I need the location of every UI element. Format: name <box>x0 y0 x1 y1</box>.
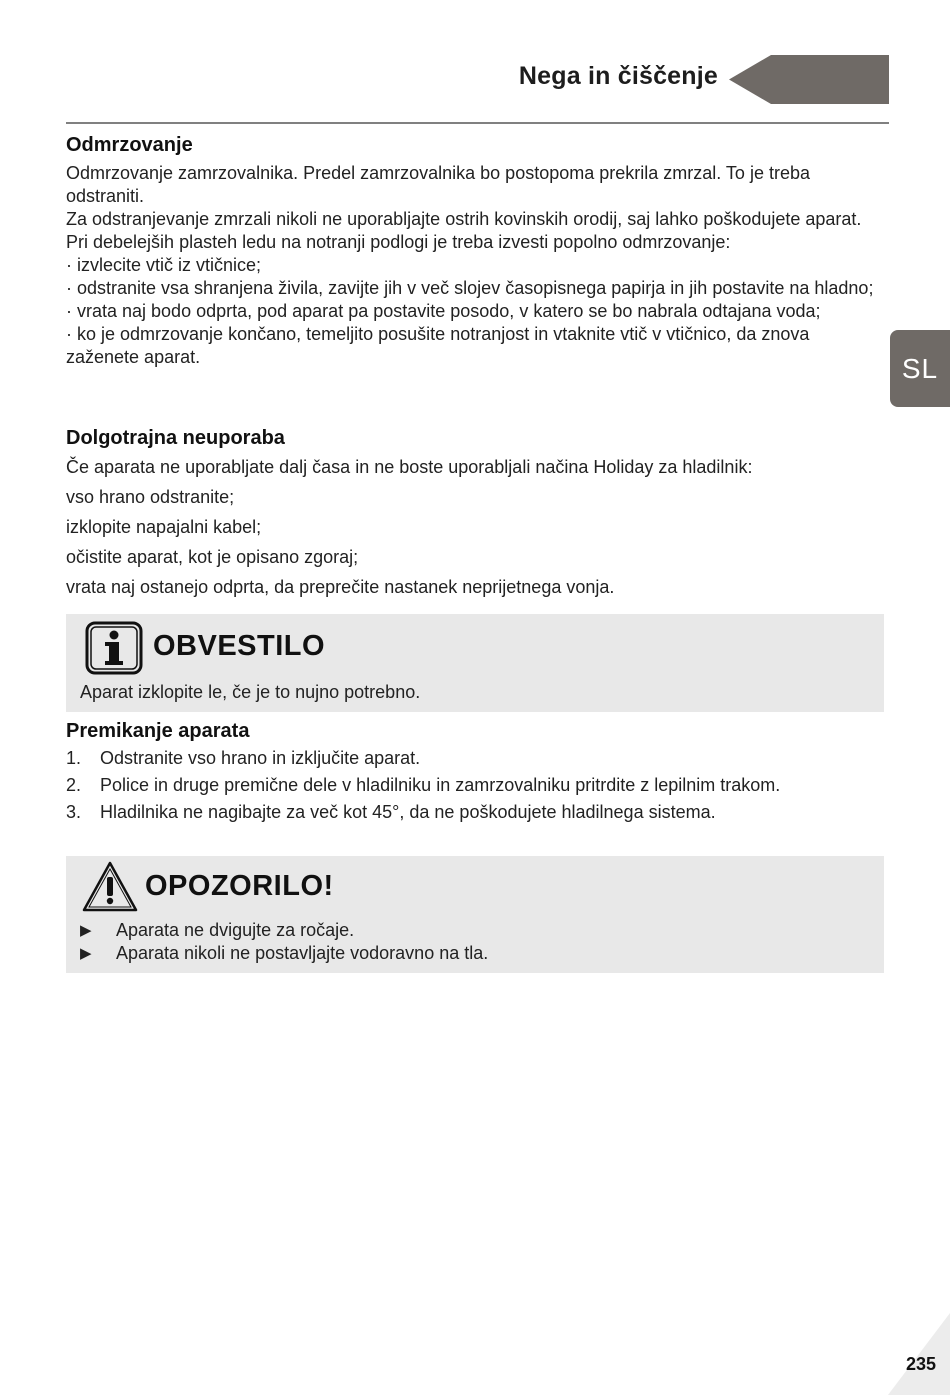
list-item <box>66 772 886 799</box>
list-item <box>66 799 886 826</box>
section-long-term-disuse <box>66 424 886 602</box>
page-number: 235 <box>906 1354 937 1374</box>
list-item: · vrata naj bodo odprta, pod aparat pa postavite posodo, v katero se bo nabrala odtajana voda; <box>66 301 821 321</box>
language-tab: SL <box>890 330 950 407</box>
list-text: Aparata nikoli ne postavljajte vodoravno na tla. <box>116 943 489 963</box>
info-icon <box>85 621 143 675</box>
warning-box <box>66 856 884 973</box>
list-text: Police in druge premične dele v hladilniku in zamrzovalniku pritrdite z lepilnim trakom. <box>100 775 781 795</box>
list-number: 2. <box>66 775 82 795</box>
list-item: · ko je odmrzovanje končano, temeljito posušite notranjost in vtaknite vtič v vtičnico, da znova zaženete aparat. <box>66 324 810 367</box>
section-heading: Premikanje aparata <box>66 720 250 742</box>
list-item <box>80 942 488 965</box>
section-moving-appliance <box>66 717 886 826</box>
page-section-title: Nega in čiščenje <box>518 62 718 90</box>
section-defrosting <box>66 131 886 369</box>
list-item <box>80 919 488 942</box>
list-text: Odstranite vso hrano in izključite aparat. <box>100 748 421 768</box>
list-number: 1. <box>66 748 82 768</box>
paragraph: Za odstranjevanje zmrzali nikoli ne uporabljajte ostrih kovinskih orodij, saj lahko poškodujete aparat. Pri debelejših plasteh ledu na notranji podlogi je treba izvesti popolno odmrzovanje: <box>66 209 862 252</box>
list-item: · odstranite vsa shranjena živila, zavijte jih v več slojev časopisnega papirja in jih postavite na hladno; <box>66 278 874 298</box>
paragraph: vso hrano odstranite; <box>66 487 235 507</box>
warning-icon <box>81 860 139 914</box>
list-text: Aparata ne dvigujte za ročaje. <box>116 920 355 940</box>
list-item <box>66 745 886 772</box>
warning-title: OPOZORILO! <box>145 870 334 902</box>
section-heading: Dolgotrajna neuporaba <box>66 427 285 449</box>
paragraph: Če aparata ne uporabljate dalj časa in ne boste uporabljali načina Holiday za hladilnik: <box>66 457 753 477</box>
warning-list <box>80 919 488 965</box>
paragraph: vrata naj ostanejo odprta, da preprečite nastanek neprijetnega vonja. <box>66 577 615 597</box>
list-item: · izvlecite vtič iz vtičnice; <box>66 255 262 275</box>
list-number: 3. <box>66 802 82 822</box>
paragraph: Odmrzovanje zamrzovalnika. Predel zamrzovalnika bo postopoma prekrila zmrzal. To je treba odstraniti. <box>66 163 810 206</box>
paragraph: očistite aparat, kot je opisano zgoraj; <box>66 547 359 567</box>
notice-text: Aparat izklopite le, če je to nujno potrebno. <box>80 682 421 702</box>
notice-title: OBVESTILO <box>153 630 326 662</box>
paragraph: izklopite napajalni kabel; <box>66 517 262 537</box>
notice-box <box>66 614 884 712</box>
list-text: Hladilnika ne nagibajte za več kot 45°, da ne poškodujete hladilnega sistema. <box>100 802 716 822</box>
section-heading: Odmrzovanje <box>66 134 193 156</box>
triangle-bullet-icon: ▶ <box>80 922 92 939</box>
header-arrow-tab <box>729 55 889 104</box>
triangle-bullet-icon: ▶ <box>80 945 92 962</box>
numbered-list <box>66 745 886 826</box>
header-divider <box>66 122 889 124</box>
